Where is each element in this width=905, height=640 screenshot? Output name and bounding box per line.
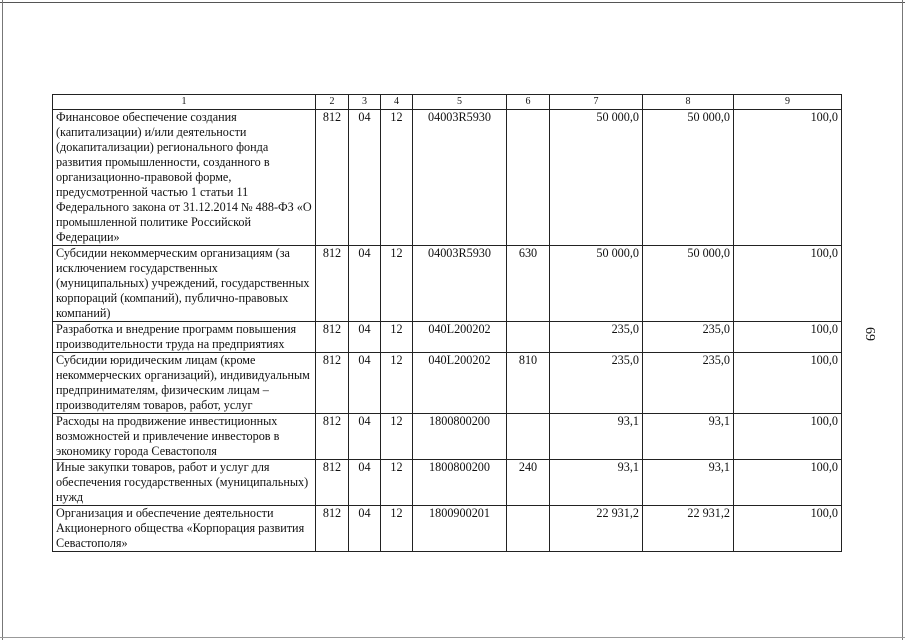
page-left-edge <box>2 0 3 640</box>
header-row <box>53 95 842 110</box>
table-row <box>53 322 842 353</box>
table-row <box>53 414 842 460</box>
planned-amount: 235,0 <box>550 353 643 414</box>
section-code: 04 <box>349 246 381 322</box>
section-code: 04 <box>349 110 381 246</box>
actual-amount: 93,1 <box>643 460 734 506</box>
execution-percent: 100,0 <box>734 322 842 353</box>
target-article-code: 1800800200 <box>413 460 507 506</box>
target-article-code: 04003R5930 <box>413 110 507 246</box>
department-code: 812 <box>316 506 349 552</box>
section-code: 04 <box>349 322 381 353</box>
target-article-code: 1800900201 <box>413 506 507 552</box>
table-row <box>53 353 842 414</box>
expense-name: Финансовое обеспечение создания (капитализации) и/или деятельности (докапитализации) регионального фонда развития промышленности, созданного в организационно-правовой форме, предусмотренной частью 1 статьи 11 Федерального закона от 31.12.2014 № 488-ФЗ «О промышленной политике Российской Федерации» <box>53 110 316 246</box>
section-code: 04 <box>349 460 381 506</box>
section-code: 04 <box>349 414 381 460</box>
expense-type-code <box>507 506 550 552</box>
page-bottom-edge <box>0 637 905 638</box>
planned-amount: 50 000,0 <box>550 246 643 322</box>
subsection-code: 12 <box>381 353 413 414</box>
expense-name: Разработка и внедрение программ повышения производительности труда на предприятиях <box>53 322 316 353</box>
planned-amount: 50 000,0 <box>550 110 643 246</box>
actual-amount: 50 000,0 <box>643 110 734 246</box>
column-header: 8 <box>643 95 734 110</box>
actual-amount: 235,0 <box>643 353 734 414</box>
expense-name: Расходы на продвижение инвестиционных возможностей и привлечение инвесторов в экономику города Севастополя <box>53 414 316 460</box>
table-row <box>53 110 842 246</box>
page-number: 69 <box>862 327 877 341</box>
column-header: 6 <box>507 95 550 110</box>
actual-amount: 93,1 <box>643 414 734 460</box>
target-article-code: 1800800200 <box>413 414 507 460</box>
expense-type-code <box>507 322 550 353</box>
execution-percent: 100,0 <box>734 353 842 414</box>
expense-name: Субсидии юридическим лицам (кроме некоммерческих организаций), индивидуальным предпринимателям, физическим лицам – производителям товаров, работ, услуг <box>53 353 316 414</box>
section-code: 04 <box>349 353 381 414</box>
target-article-code: 04003R5930 <box>413 246 507 322</box>
department-code: 812 <box>316 414 349 460</box>
execution-percent: 100,0 <box>734 506 842 552</box>
column-header: 1 <box>53 95 316 110</box>
planned-amount: 93,1 <box>550 414 643 460</box>
page-right-edge <box>902 0 903 640</box>
table-row <box>53 246 842 322</box>
column-header: 3 <box>349 95 381 110</box>
planned-amount: 93,1 <box>550 460 643 506</box>
column-header: 5 <box>413 95 507 110</box>
subsection-code: 12 <box>381 506 413 552</box>
execution-percent: 100,0 <box>734 110 842 246</box>
table-row <box>53 460 842 506</box>
expense-name: Субсидии некоммерческим организациям (за исключением государственных (муниципальных) учреждений, государственных корпораций (компаний), публично-правовых компаний) <box>53 246 316 322</box>
department-code: 812 <box>316 110 349 246</box>
actual-amount: 235,0 <box>643 322 734 353</box>
expense-type-code: 630 <box>507 246 550 322</box>
execution-percent: 100,0 <box>734 460 842 506</box>
department-code: 812 <box>316 460 349 506</box>
department-code: 812 <box>316 322 349 353</box>
expense-type-code <box>507 414 550 460</box>
budget-table <box>52 94 842 552</box>
column-header: 4 <box>381 95 413 110</box>
column-header: 2 <box>316 95 349 110</box>
expense-name: Организация и обеспечение деятельности Акционерного общества «Корпорация развития Севастополя» <box>53 506 316 552</box>
target-article-code: 040L200202 <box>413 322 507 353</box>
planned-amount: 235,0 <box>550 322 643 353</box>
actual-amount: 50 000,0 <box>643 246 734 322</box>
subsection-code: 12 <box>381 246 413 322</box>
expense-type-code <box>507 110 550 246</box>
expense-name: Иные закупки товаров, работ и услуг для обеспечения государственных (муниципальных) нужд <box>53 460 316 506</box>
subsection-code: 12 <box>381 322 413 353</box>
expense-type-code: 240 <box>507 460 550 506</box>
column-header: 9 <box>734 95 842 110</box>
subsection-code: 12 <box>381 414 413 460</box>
planned-amount: 22 931,2 <box>550 506 643 552</box>
department-code: 812 <box>316 246 349 322</box>
subsection-code: 12 <box>381 110 413 246</box>
table-row <box>53 506 842 552</box>
expense-type-code: 810 <box>507 353 550 414</box>
department-code: 812 <box>316 353 349 414</box>
column-header: 7 <box>550 95 643 110</box>
actual-amount: 22 931,2 <box>643 506 734 552</box>
page-top-edge <box>0 2 905 3</box>
target-article-code: 040L200202 <box>413 353 507 414</box>
execution-percent: 100,0 <box>734 414 842 460</box>
section-code: 04 <box>349 506 381 552</box>
subsection-code: 12 <box>381 460 413 506</box>
execution-percent: 100,0 <box>734 246 842 322</box>
